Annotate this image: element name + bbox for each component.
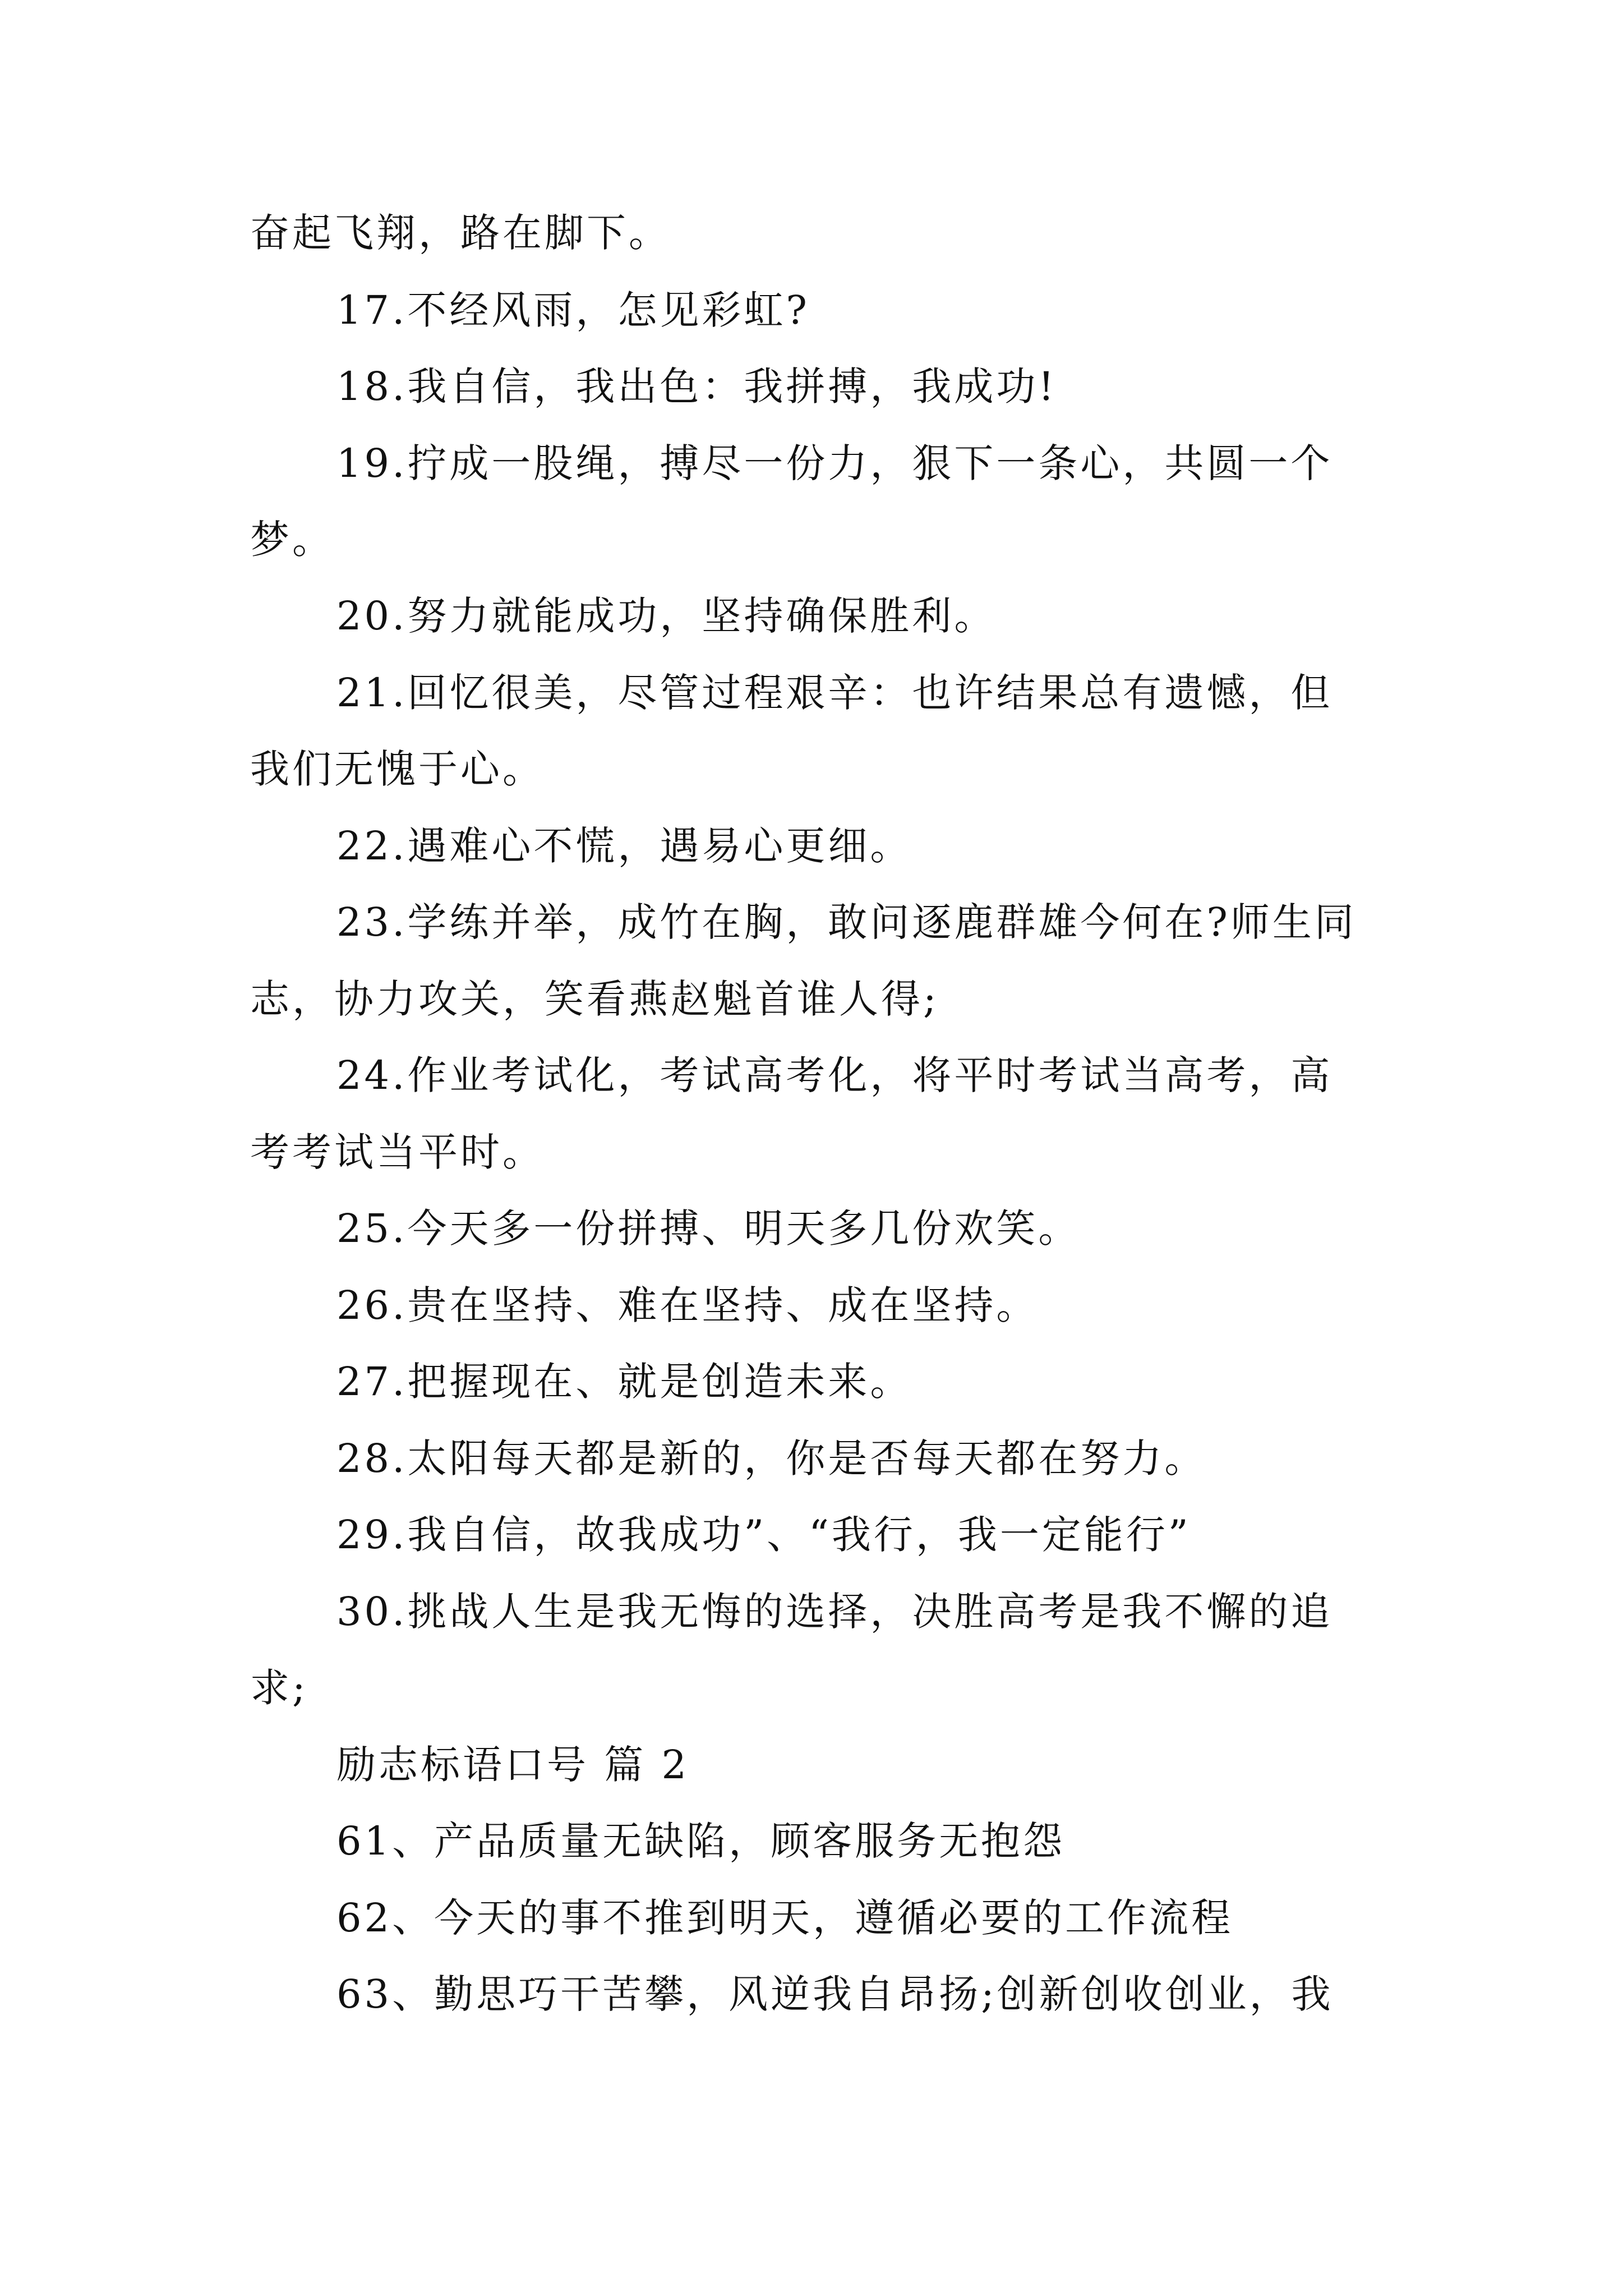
text-line-14: 25.今天多一份拼搏、明天多几份欢笑。 bbox=[336, 1205, 1081, 1251]
section-heading: 励志标语口号 篇 2 bbox=[336, 1742, 690, 1788]
text-line-4: 19.拧成一股绳，搏尽一份力，狠下一条心，共圆一个 bbox=[336, 440, 1333, 486]
text-line-11: 志，协力攻关，笑看燕赵魁首谁人得; bbox=[250, 976, 939, 1022]
text-line-10: 23.学练并举，成竹在胸，敢问逐鹿群雄今何在?师生同 bbox=[336, 899, 1357, 945]
text-line-20: 求; bbox=[250, 1665, 308, 1711]
text-line-9: 22.遇难心不慌，遇易心更细。 bbox=[336, 823, 912, 869]
text-line-16: 27.把握现在、就是创造未来。 bbox=[336, 1359, 912, 1405]
text-line-13: 考考试当平时。 bbox=[250, 1129, 545, 1175]
text-line-19: 30.挑战人生是我无悔的选择，决胜高考是我不懈的追 bbox=[336, 1589, 1333, 1635]
text-line-15: 26.贵在坚持、难在坚持、成在坚持。 bbox=[336, 1282, 1039, 1328]
text-line-12: 24.作业考试化，考试高考化，将平时考试当高考，高 bbox=[336, 1052, 1333, 1098]
text-line-5: 梦。 bbox=[250, 517, 334, 563]
text-line-22: 61、产品质量无缺陷，顾客服务无抱怨 bbox=[336, 1818, 1066, 1864]
text-line-2: 17.不经风雨，怎见彩虹? bbox=[336, 287, 810, 333]
text-line-8: 我们无愧于心。 bbox=[250, 746, 545, 792]
text-line-23: 62、今天的事不推到明天，遵循必要的工作流程 bbox=[336, 1895, 1234, 1941]
text-line-24: 63、勤思巧干苦攀，风逆我自昂扬;创新创收创业，我 bbox=[336, 1971, 1334, 2017]
text-line-3: 18.我自信，我出色：我拼搏，我成功! bbox=[336, 364, 1057, 409]
text-line-1: 奋起飞翔，路在脚下。 bbox=[250, 210, 671, 256]
text-line-6: 20.努力就能成功，坚持确保胜利。 bbox=[336, 593, 997, 639]
text-line-18: 29.我自信，故我成功”、“我行，我一定能行” bbox=[336, 1512, 1191, 1558]
text-line-7: 21.回忆很美，尽管过程艰辛：也许结果总有遗憾，但 bbox=[336, 670, 1333, 716]
text-line-17: 28.太阳每天都是新的，你是否每天都在努力。 bbox=[336, 1435, 1207, 1481]
